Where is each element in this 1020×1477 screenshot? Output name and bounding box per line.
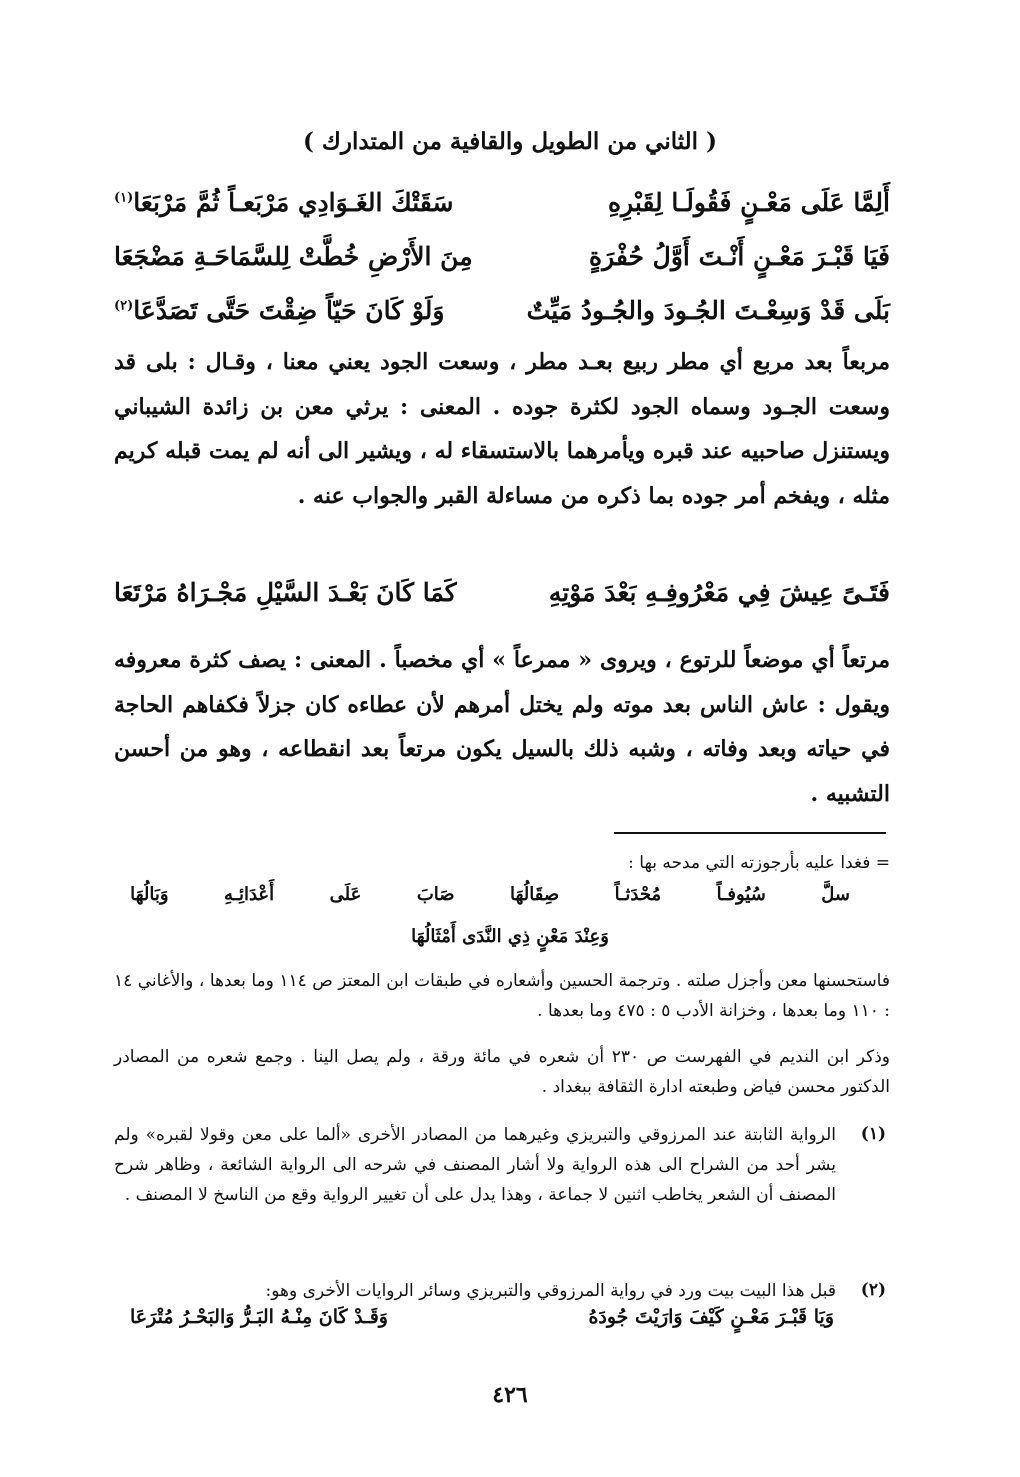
verse-line — [114, 296, 890, 340]
verse-first-hemistich: فَتَـىً عِيشَ فِي مَعْرُوفِـهِ بَعْدَ مَوْتِهِ — [548, 578, 890, 607]
rajaz-word: عَلَى — [329, 884, 362, 905]
rajaz-word: سُيُوفـاً — [716, 884, 766, 905]
verse-second-hemistich: وَلَوْ كَانَ حَيّاً ضِقْتَ حَتَّى تَصَدَّعَا$^{(٢)}$ — [114, 296, 445, 325]
verse-second-hemistich: سَقَتْكَ الغَـوَادِي مَرْبَعـاً ثُمَّ مَرْبَعَا$^{(١)}$ — [114, 188, 454, 217]
rajaz-word: سلَّ — [821, 884, 850, 905]
verse-line — [114, 578, 890, 622]
commentary-paragraph: مرتعاً أي موضعاً للرتوع ، ويروى « ممرعاً » أي مخصباً . المعنى : يصف كثرة معروفه ويقول : عاش الناس بعد موته ولم يختل أمرهم لأن عطاءه كان جزلاً فكفاهم الحاجة في حياته وبعد وفاته ، وشبه ذلك بالسيل يكون مرتعاً بعد انقطاعه ، وهو من أحسن التشبيه . — [114, 647, 890, 807]
footnote-verse — [130, 1306, 834, 1338]
verse-second-hemistich: وَقَـدْ كَانَ مِنْـهُ البَـرُّ وَالبَحْـرُ مُتْرَعَا — [130, 1306, 388, 1328]
commentary-paragraph: مربعاً بعد مربع أي مطر ربيع بعـد مطر ، وسعت الجود يعني معنا ، وقـال : بلى قد وسعت الجـود وسماه الجود لكثرة جوده . المعنى : يرثي معن بن زائدة الشيباني ويستنزل صاحبيه عند قبره ويأمرهما بالاستسقاء له ، ويشير الى أنه لم يمت قبله كريم مثله ، ويفخم أمر جوده بما ذكره من مساءلة القبر والجواب عنه . — [114, 349, 890, 509]
footnote-text: الرواية الثابتة عند المرزوقي والتبريزي وغيرهما من المصادر الأخرى «ألما على معن وقولا لقبره» ولم يشر أحد من الشراح الى هذه الرواية ولا أشار المصنف في شرحه الى الرواية الشائعة ، وظاهر شرح المصنف أن الشعر يخاطب اثنين لا جماعة ، وهذا يدل على أن تغيير الرواية وقع من الناسخ لا المصنف . — [114, 1125, 836, 1205]
rajaz-word: صِقَالُهَا — [510, 884, 560, 905]
rajaz-word: أَعْدَائِـهِ — [224, 884, 275, 905]
verse-first-hemistich: بَلَى قَدْ وَسِعْـتَ الجُـودَ والجُـودُ مَيِّتٌ — [526, 296, 890, 325]
verse-second-hemistich: كَمَا كَانَ بَعْـدَ السَّيْلِ مَجْـرَاهُ مَرْتَعَا — [114, 578, 457, 607]
verse-line — [114, 242, 890, 286]
footnote-continuation-text: فاستحسنها معن وأجزل صلته . وترجمة الحسين وأشعاره في طبقات ابن المعتز ص ١١٤ وما بعدها ، والأغاني ١٤ : ١١٠ وما بعدها ، وخزانة الأدب ٥ : ٤٧٥ وما بعدها . — [114, 971, 890, 1021]
section-heading: ( الثاني من الطويل والقافية من المتدارك ) — [303, 128, 717, 155]
rajaz-word: صَابَ — [416, 884, 455, 905]
verse-first-hemistich: أَلِمَّا عَلَى مَعْـنٍ فَقُولَـا لِقَبْرِهِ — [607, 188, 890, 217]
footnote-marker[interactable]: (٢) — [114, 298, 134, 314]
verse-line — [114, 188, 890, 232]
verse-first-hemistich: وَيَا قَبْـرَ مَعْـنٍ كَيْفَ وَارَيْتَ جُودَهُ — [588, 1306, 834, 1328]
footnote-number: (٢) — [860, 1280, 886, 1300]
footnote-continuation-intro: = فغدا عليه بأرجوزته التي مدحه بها : — [628, 853, 890, 873]
verse-first-hemistich: فَيَا قَبْـرَ مَعْـنٍ أَنْـتَ أَوَّلُ حُفْرَةٍ — [588, 242, 890, 271]
footnote-divider — [614, 832, 886, 834]
footnote-continuation-text: وذكر ابن النديم في الفهرست ص ٢٣٠ أن شعره في مائة ورقة ، ولم يصل الينا . وجمع شعره من المصادر الدكتور محسن فياض وطبعته ادارة الثقافة ببغداد . — [114, 1047, 890, 1097]
footnote-number: (١) — [860, 1124, 886, 1144]
rajaz-word: مُحْدَثـاً — [614, 884, 662, 905]
rajaz-word: وَبَالُهَا — [130, 884, 169, 905]
rajaz-verse — [130, 884, 850, 905]
footnote-text: قبل هذا البيت بيت ورد في رواية المرزوقي والتبريزي وسائر الروايات الأخرى وهو: — [265, 1281, 836, 1301]
footnote-marker[interactable]: (١) — [114, 190, 134, 206]
page-number: ٤٢٦ — [492, 1382, 528, 1408]
rajaz-verse-second-line: وَعِنْدَ مَعْنٍ ذِي النَّدَى أَمْثَالُهَا — [411, 926, 609, 947]
verse-second-hemistich: مِنَ الأَرْضِ خُطَّتْ لِلسَّمَاحَـةِ مَضْجَعَا — [114, 242, 473, 271]
